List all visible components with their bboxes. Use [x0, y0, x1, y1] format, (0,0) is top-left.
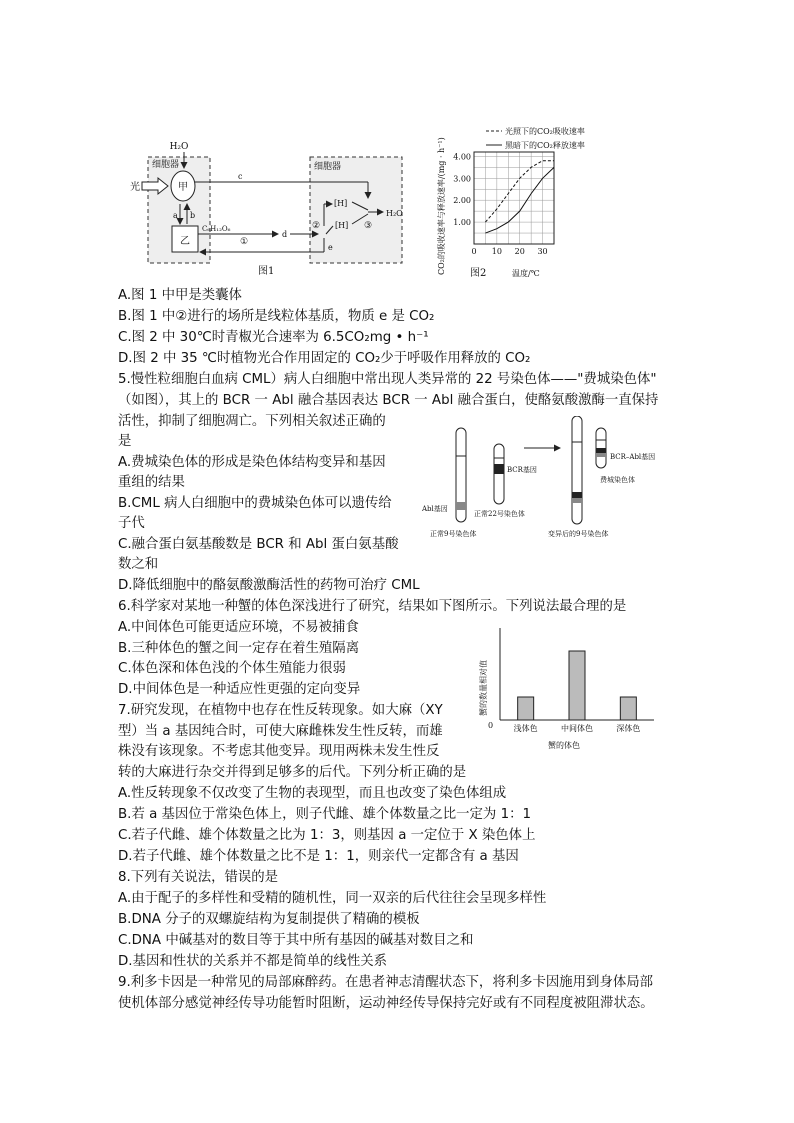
h-upper-label: [H]	[334, 199, 348, 208]
q7-stem-line-1: 7.研究发现，在植物中也存在性反转现象。如大麻（XY	[118, 703, 443, 718]
q5-option-d: D.降低细胞中的酪氨酸激酶活性的药物可治疗 CML	[118, 578, 420, 593]
q6-option-d: D.中间体色是一种适应性更强的定向变异	[118, 682, 361, 697]
mutant-9-label: 变异后的9号染色体	[548, 530, 609, 538]
q7-stem-line-2: 型）当 a 基因纯合时，可使大麻雌株发生性反转，而雄	[118, 724, 443, 739]
light-label: 光	[130, 182, 140, 193]
fig2-y-axis-label: CO₂的吸收速率与释放速率/(mg · h⁻¹)	[437, 137, 446, 275]
q6-stem: 6.科学家对某地一种蟹的体色深浅进行了研究，结果如下图所示。下列说法最合理的是	[118, 599, 627, 614]
h2o-right-label: H₂O	[386, 209, 403, 218]
q7-option-c: C.若子代雌、雄个体数量之比为 1：3，则基因 a 一定位于 X 染色体上	[118, 828, 536, 843]
chromosome-figure	[420, 416, 670, 542]
q7-option-a: A.性反转现象不仅改变了生物的表现型，而且也改变了染色体组成	[118, 786, 507, 801]
q7-stem-line-3: 株没有该现象。不考虑其他变异。现用两株未发生性反	[118, 744, 440, 759]
yi-label: 乙	[180, 236, 190, 247]
h-lower-label: [H]	[335, 221, 349, 230]
q6-option-a: A.中间体色可能更适应环境，不易被捕食	[118, 620, 359, 635]
q7-option-d: D.若子代雌、雄个体数量之比不是 1：1，则亲代一定都含有 a 基因	[118, 849, 519, 864]
q8-stem: 8.下列有关说法，错误的是	[118, 870, 279, 885]
fig2-x-tick: 0	[471, 247, 477, 256]
q6-option-b: B.三种体色的蟹之间一定存在着生殖隔离	[118, 641, 360, 656]
fig2-x-tick: 30	[537, 247, 548, 256]
q8-option-c: C.DNA 中碱基对的数目等于其中所有基因的碱基对数目之和	[118, 933, 474, 948]
bcr-gene-label: BCR基因	[507, 466, 537, 474]
normal-22-label: 正常22号染色体	[474, 510, 525, 518]
fig2-y-tick: 1.00	[453, 218, 471, 228]
fig2-legend-dark: 黑暗下的CO₂释放速率	[505, 141, 585, 150]
crab-category-label: 中间体色	[561, 724, 593, 733]
q4-option-d: D.图 2 中 35 ℃时植物光合作用固定的 CO₂少于呼吸作用释放的 CO₂	[118, 351, 531, 366]
q5-option-b-line-2: 子代	[118, 516, 145, 531]
figure-1-diagram	[128, 136, 418, 282]
c-label: c	[238, 172, 243, 181]
step-3-label: ③	[364, 221, 373, 231]
q5-option-c-line-2: 数之和	[118, 557, 159, 572]
figure-1-caption: 图1	[258, 266, 275, 277]
q5-stem-line-4: 是	[118, 434, 132, 449]
chloroplast-label: 细胞器	[152, 160, 180, 170]
q8-option-d: D.基因和性状的关系并不都是简单的线性关系	[118, 954, 387, 969]
h2o-top-label: H₂O	[169, 142, 189, 152]
crab-category-label: 浅体色	[513, 724, 538, 733]
crab-chart-x-label: 蟹的体色	[548, 741, 580, 750]
q5-option-a-line-2: 重组的结果	[118, 475, 185, 490]
q4-option-b: B.图 1 中②进行的场所是线粒体基质，物质 e 是 CO₂	[118, 309, 435, 324]
fig2-x-tick: 20	[514, 247, 525, 256]
fig2-x-axis-label: 温度/℃	[512, 269, 540, 278]
q8-option-b: B.DNA 分子的双螺旋结构为复制提供了精确的模板	[118, 912, 420, 927]
q5-option-a-line-1: A.费城染色体的形成是染色体结构变异和基因	[118, 455, 386, 470]
q5-stem-line-1: 5.慢性粒细胞白血病 CML）病人白细胞中常出现人类异常的 22 号染色体——"费城染色体"	[118, 372, 657, 387]
a-label: a	[173, 211, 178, 220]
crab-bar	[518, 697, 534, 720]
fig2-plot-area	[474, 152, 554, 244]
glucose-label: C₆H₁₂O₆	[202, 225, 231, 233]
abl-gene-label: Abl基因	[422, 505, 448, 513]
q4-option-a: A.图 1 中甲是类囊体	[118, 288, 242, 303]
figure-2-caption: 图2	[470, 268, 487, 279]
fig2-y-tick: 3.00	[453, 174, 471, 184]
q5-option-c-line-1: C.融合蛋白氨基酸数是 BCR 和 Abl 蛋白氨基酸	[118, 537, 399, 552]
crab-bar	[569, 651, 585, 720]
crab-color-bar-chart	[478, 624, 658, 752]
mitochondrion-label: 细胞器	[314, 162, 342, 172]
q5-stem-line-2: （如图），其上的 BCR 一 Abl 融合基因表达 BCR 一 Abl 融合蛋白，使酪氨酸激酶一直保持	[118, 393, 659, 408]
philadelphia-label: 费城染色体	[600, 476, 635, 484]
mutant-chromosome-9	[572, 416, 582, 524]
crab-chart-y-label: 蟹的数量相对值	[479, 660, 488, 716]
q8-option-a: A.由于配子的多样性和受精的随机性，同一双亲的后代往往会呈现多样性	[118, 891, 547, 906]
q9-stem-line-1: 9.利多卡因是一种常见的局部麻醉药。在患者神志清醒状态下，将利多卡因施用到身体局部	[118, 975, 654, 990]
q6-option-c: C.体色深和体色浅的个体生殖能力很弱	[118, 661, 346, 676]
fusion-gene-label: BCR–Abl基因	[610, 453, 656, 461]
q4-option-c: C.图 2 中 30℃时青椒光合速率为 6.5CO₂mg • h⁻¹	[118, 330, 429, 345]
step-2-label: ②	[312, 221, 321, 231]
crab-bar	[620, 697, 636, 720]
q5-option-b-line-1: B.CML 病人白细胞中的费城染色体可以遗传给	[118, 496, 392, 511]
step-1-label: ①	[240, 237, 249, 247]
q7-stem-line-4: 转的大麻进行杂交并得到足够多的后代。下列分析正确的是	[118, 765, 467, 780]
fig2-x-tick: 10	[491, 247, 502, 256]
fig2-y-tick: 2.00	[453, 196, 471, 206]
q7-option-b: B.若 a 基因位于常染色体上，则子代雌、雄个体数量之比一定为 1：1	[118, 807, 532, 822]
fig2-legend-light: 光照下的CO₂吸收速率	[505, 127, 585, 136]
normal-9-label: 正常9号染色体	[430, 530, 477, 538]
fig2-y-tick: 4.00	[453, 152, 471, 162]
b-label: b	[190, 211, 196, 220]
e-label: e	[328, 243, 333, 252]
q9-stem-line-2: 使机体部分感觉神经传导功能暂时阻断，运动神经传导保持完好或有不同程度被阻滞状态。	[118, 996, 654, 1011]
figure-2-chart	[432, 100, 622, 280]
q5-stem-line-3: 活性，抑制了细胞凋亡。下列相关叙述正确的	[118, 414, 386, 429]
crab-category-label: 深体色	[616, 724, 641, 733]
crab-chart-origin: 0	[488, 721, 494, 730]
d-label: d	[282, 230, 288, 239]
jia-label: 甲	[178, 182, 188, 193]
